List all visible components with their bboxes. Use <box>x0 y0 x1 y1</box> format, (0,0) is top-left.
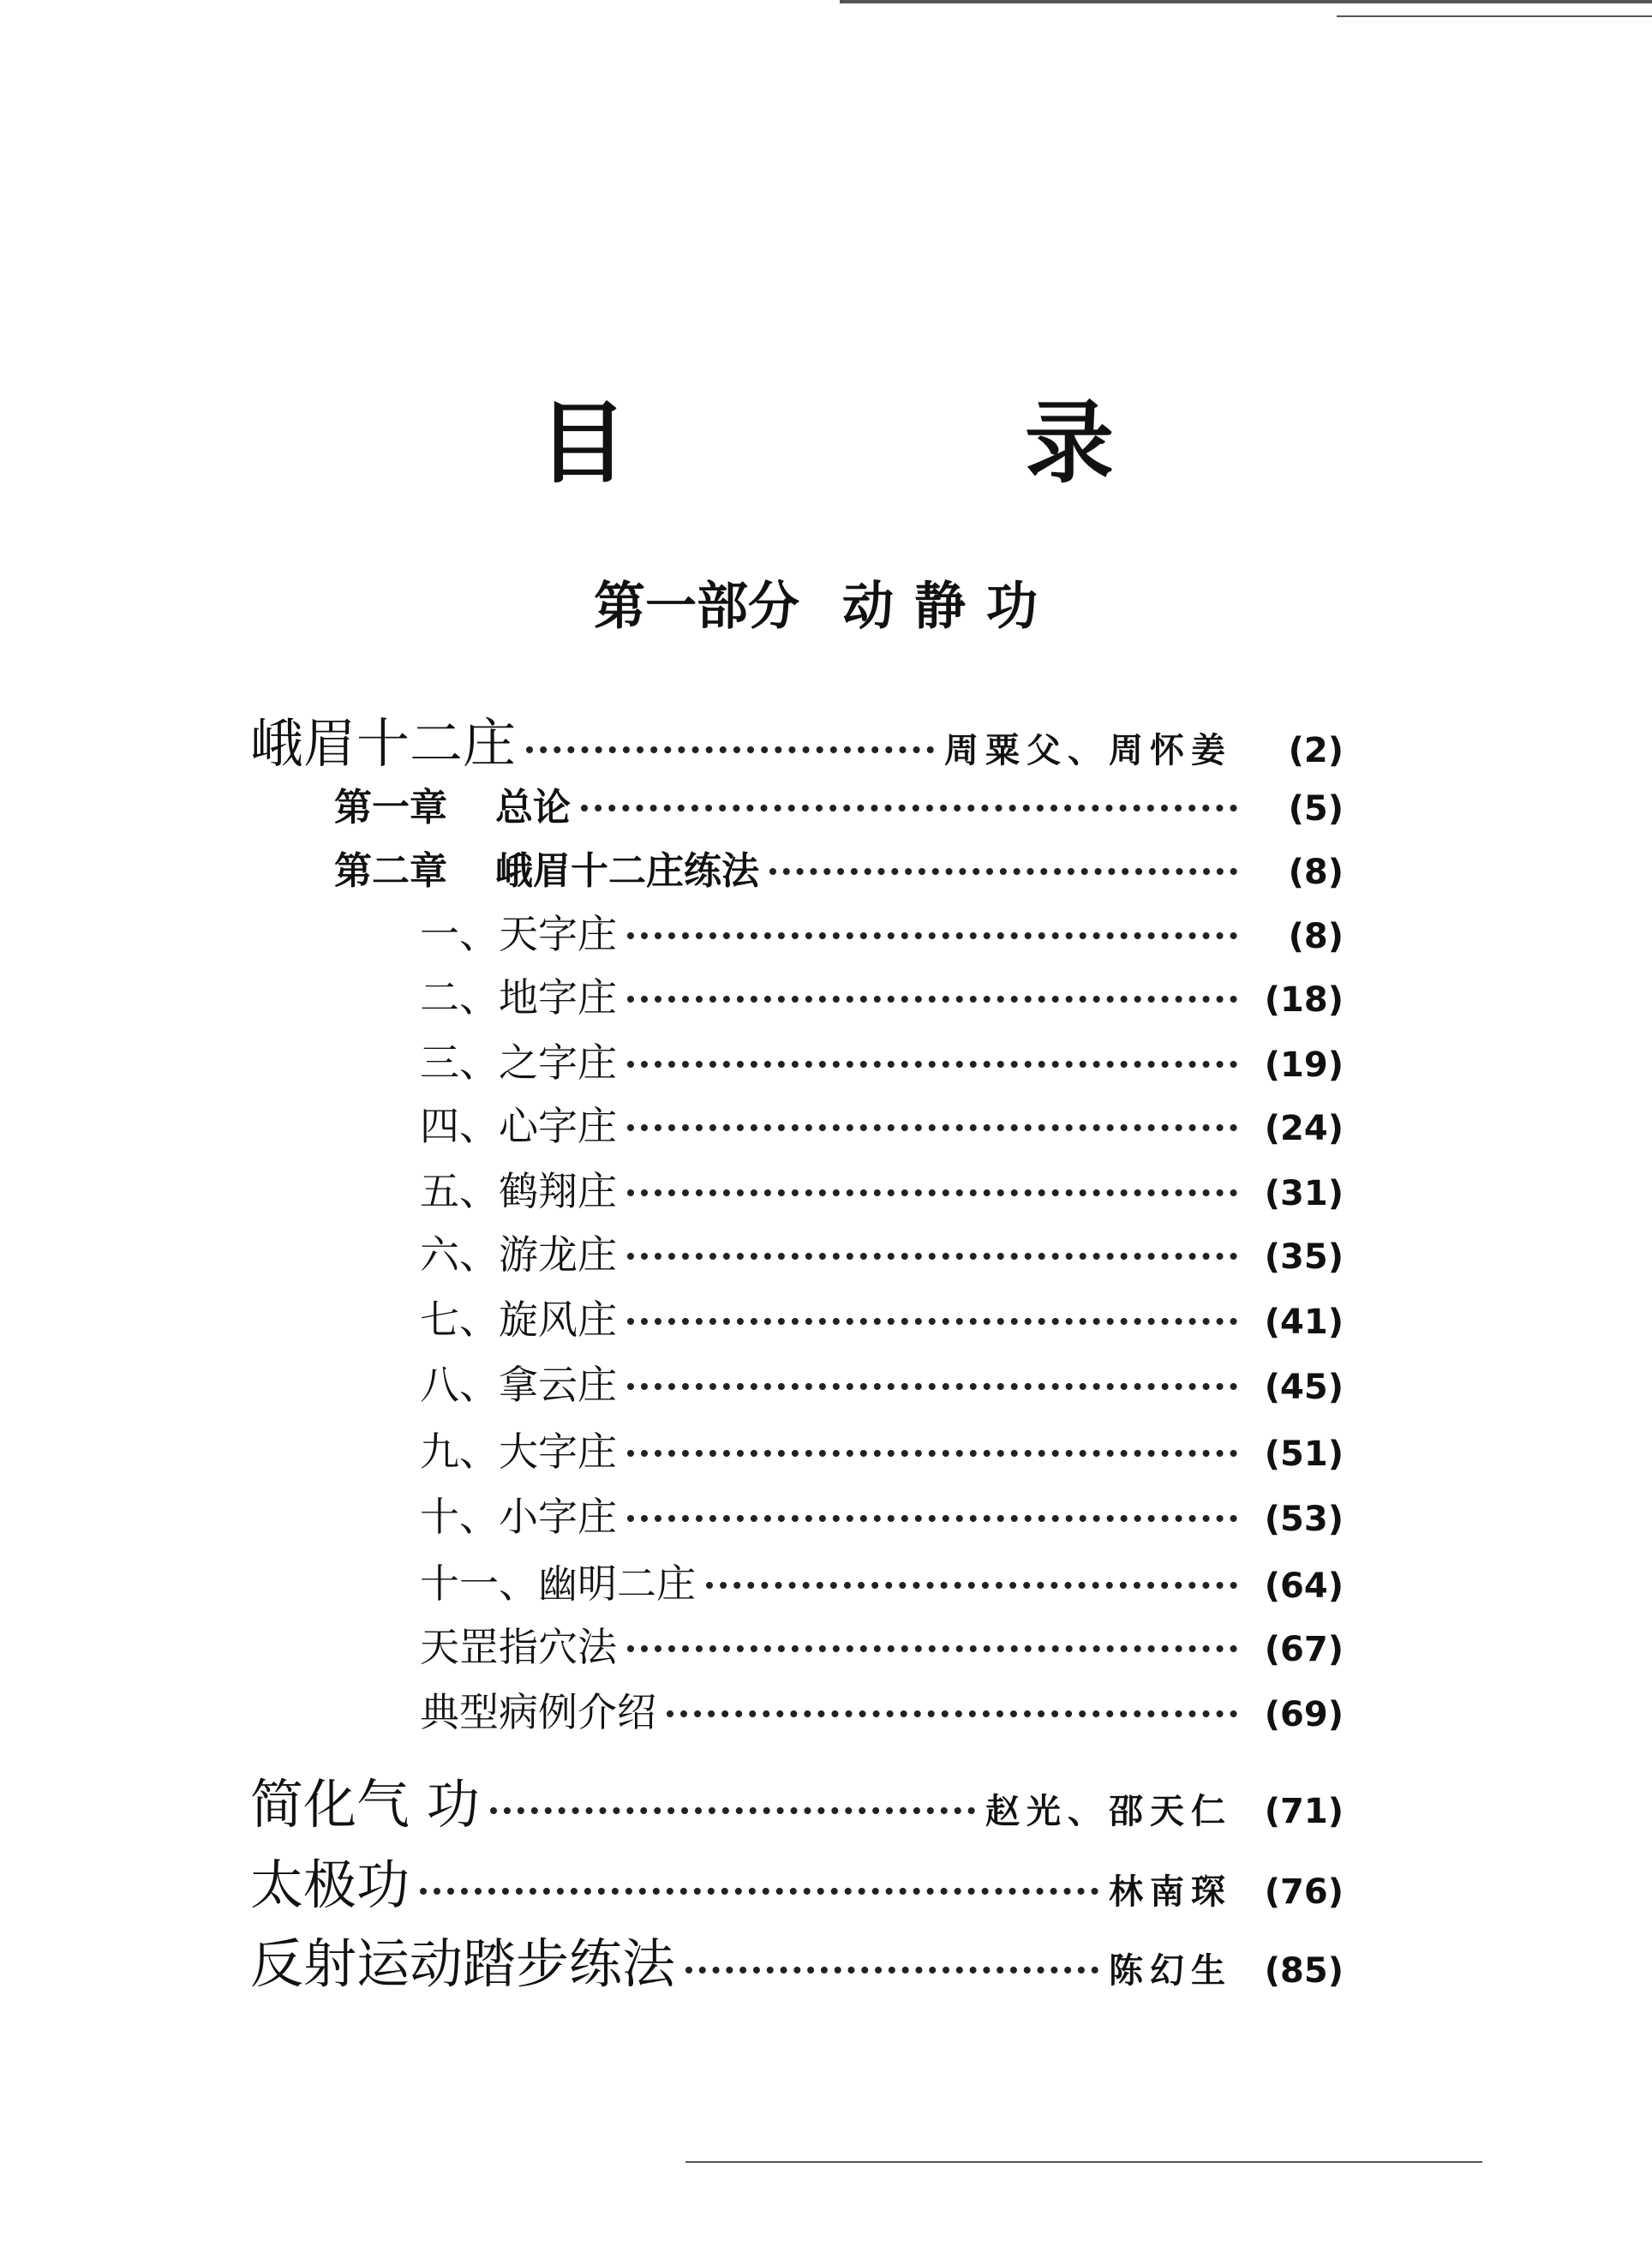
toc-page-number: (64) <box>1264 1566 1344 1606</box>
toc-entry-title: 十、小字庄 <box>420 1494 617 1540</box>
toc-entry-title: 反射运动踏步练法 <box>250 1932 676 1995</box>
part-heading <box>0 577 1652 637</box>
toc-entry <box>420 1681 1344 1738</box>
toc-entry-title: 二、地字庄 <box>420 974 617 1021</box>
toc-page-number: (19) <box>1264 1045 1344 1085</box>
dot-leader <box>706 1582 1237 1589</box>
toc-entry-title: 八、拿云庄 <box>420 1362 617 1408</box>
toc-chapter-title: 总论 <box>495 786 571 830</box>
toc-author: 林南琛 <box>1109 1872 1232 1912</box>
dot-leader <box>685 1967 1098 1974</box>
toc-page-number: (51) <box>1264 1434 1344 1474</box>
toc-page-number: (31) <box>1264 1174 1344 1213</box>
toc-page-number: (8) <box>1288 917 1344 956</box>
dot-leader <box>627 1450 1237 1457</box>
toc-chapter-number: 第二章 <box>334 849 447 893</box>
toc-entry-title: 太极功 <box>250 1854 410 1916</box>
toc-entry-title: 五、鹤翔庄 <box>420 1168 617 1214</box>
toc-entry <box>250 1921 1344 1997</box>
toc-entry-title: 典型病例介绍 <box>420 1689 656 1735</box>
dot-leader <box>769 868 1237 875</box>
toc-entry <box>420 967 1344 1023</box>
toc-entry <box>420 1421 1344 1477</box>
dot-leader <box>627 1061 1237 1068</box>
toc-entry <box>420 1224 1344 1280</box>
top-scan-edge <box>840 0 1652 3</box>
dot-leader <box>627 1645 1237 1652</box>
toc-entry <box>420 1354 1344 1411</box>
toc-entry-title: 天罡指穴法 <box>420 1624 617 1670</box>
toc-entry-title: 九、大字庄 <box>420 1428 617 1475</box>
toc-chapter-title: 峨眉十二庄练法 <box>495 849 759 893</box>
toc-entry <box>420 903 1344 960</box>
toc-page-number: (5) <box>1288 789 1344 829</box>
dot-leader <box>581 805 1237 812</box>
toc-entry <box>250 1762 1344 1838</box>
toc-entry-title: 四、心字庄 <box>420 1103 617 1149</box>
toc-entry <box>250 1842 1344 1919</box>
toc-page-number: (41) <box>1264 1303 1344 1342</box>
toc-page-number: (71) <box>1264 1792 1344 1831</box>
page-title: 目 录 <box>537 391 1268 495</box>
toc-entry <box>420 1095 1344 1152</box>
toc-entry-title <box>334 776 571 831</box>
dot-leader <box>627 1253 1237 1260</box>
toc-page-number: (76) <box>1264 1872 1344 1912</box>
toc-page-number: (2) <box>1288 731 1344 770</box>
dot-leader <box>420 1888 1098 1895</box>
toc-page-number: (8) <box>1288 853 1344 892</box>
toc-entry-title: 六、游龙庄 <box>420 1231 617 1278</box>
toc-entry <box>420 1289 1344 1345</box>
toc-entry-title: 简化气 功 <box>250 1773 480 1836</box>
part-title: 动静功 <box>842 577 1058 637</box>
toc-entry <box>334 840 1344 895</box>
dot-leader <box>627 996 1237 1003</box>
dot-leader <box>526 746 934 753</box>
toc-entry <box>420 1032 1344 1088</box>
toc-entry <box>334 776 1344 831</box>
toc-entry <box>420 1160 1344 1217</box>
top-scan-edge-right <box>1337 15 1652 17</box>
part-number: 第一部分 <box>594 577 799 637</box>
toc-page-number: (18) <box>1264 980 1344 1020</box>
toc-page-number: (69) <box>1264 1695 1344 1734</box>
toc-author: 周粟父、周怀姜 <box>944 731 1232 770</box>
toc-page-number: (67) <box>1264 1630 1344 1669</box>
toc-page-number: (85) <box>1264 1951 1344 1991</box>
toc-page-number: (24) <box>1264 1109 1344 1148</box>
toc-entry <box>420 1616 1344 1673</box>
toc-chapter-number: 第一章 <box>334 786 447 830</box>
toc-author: 陈幻生 <box>1109 1951 1232 1991</box>
dot-leader <box>627 1383 1237 1390</box>
dot-leader <box>627 1515 1237 1522</box>
toc-page-number: (45) <box>1264 1368 1344 1407</box>
toc-entry-title: 峨眉十二庄 <box>250 712 517 775</box>
toc-entry-title <box>334 840 759 895</box>
dot-leader <box>627 932 1237 939</box>
dot-leader <box>627 1124 1237 1131</box>
dot-leader <box>627 1189 1237 1196</box>
bottom-scan-edge <box>685 2161 1482 2163</box>
toc-page-number: (35) <box>1264 1237 1344 1277</box>
toc-entry-title: 七、旋风庄 <box>420 1297 617 1343</box>
dot-leader <box>490 1807 975 1814</box>
toc-entry-title: 三、之字庄 <box>420 1039 617 1086</box>
dot-leader <box>667 1710 1237 1717</box>
toc-entry <box>250 701 1344 777</box>
toc-author: 赵光、邵天仁 <box>985 1792 1232 1831</box>
dot-leader <box>627 1318 1237 1325</box>
toc-entry <box>420 1553 1344 1609</box>
toc-entry-title: 十一、幽明二庄 <box>420 1560 696 1607</box>
toc-entry <box>420 1486 1344 1542</box>
toc-page-number: (53) <box>1264 1500 1344 1539</box>
toc-entry-title: 一、天字庄 <box>420 911 617 957</box>
